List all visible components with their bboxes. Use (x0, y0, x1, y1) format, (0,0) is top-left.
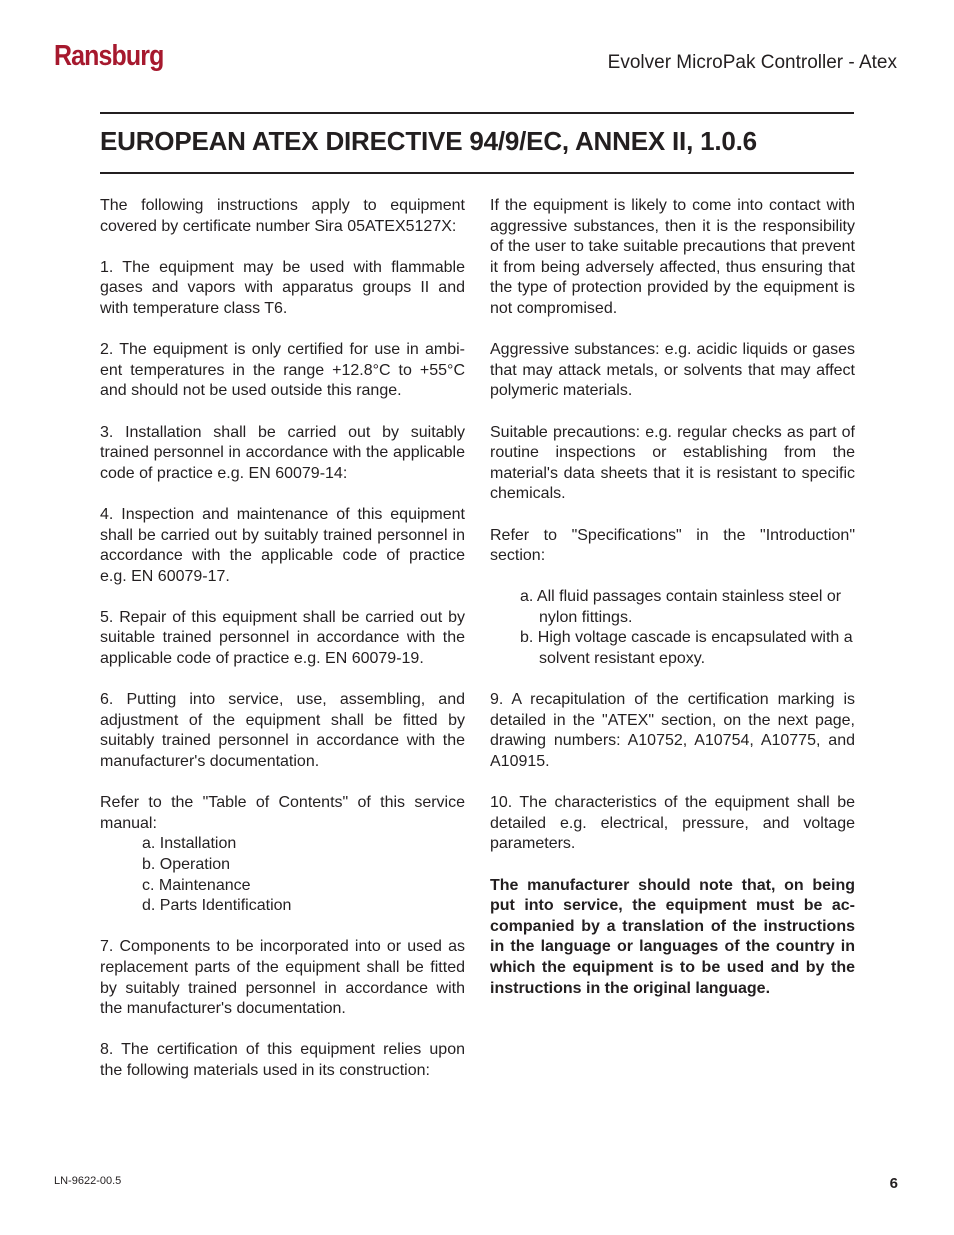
aggressive-intro-paragraph: If the equipment is likely to come into contact with aggressive substances, then it is the responsibility of the user to take suitable precautions that prevent it from being adversely affected, thus ensuring that the type of protection provided by the equipment is not compromised. (490, 197, 855, 317)
instruction-4: 4. Inspection and maintenance of this equipment shall be carried out by suitably trained personnel in accordance with the applicable code of practice e.g. EN 60079-17. (100, 505, 465, 585)
document-code: LN-9622-00.5 (54, 1175, 122, 1187)
instruction-1: 1. The equipment may be used with flammable gases and vapors with apparatus groups II and with temperature class T6. (100, 258, 465, 317)
list-item: a. All fluid passages contain stainless steel or nylon fittings. (520, 588, 842, 626)
spec-list (490, 587, 855, 669)
refer-spec-paragraph: Refer to "Specifications" in the "Introduction" section: (490, 526, 855, 565)
list-item: d. Parts Identification (142, 897, 292, 915)
instruction-3: 3. Installation shall be carried out by suitably trained personnel in accordance with the applicable code of practice e.g. EN 60079-14: (100, 423, 465, 482)
precautions-paragraph: Suitable precautions: e.g. regular checks as part of routine inspections or establishing from the material's data sheets that it is resistant to specific chemicals. (490, 423, 855, 503)
instruction-5: 5. Repair of this equipment shall be carried out by suitable trained personnel in accordance with the applicable code of practice e.g. EN 60079-19. (100, 608, 465, 668)
ransburg-logo: Ransburg (54, 40, 164, 72)
list-item: b. High voltage cascade is encapsulated with a solvent resistant epoxy. (520, 629, 853, 668)
list-item: a. Installation (142, 835, 237, 853)
intro-paragraph: The following instructions apply to equipment covered by certificate number Sira 05ATEX5127X: (100, 197, 465, 235)
instruction-2: 2. The equipment is only certified for use in ambi-ent temperatures in the range +12.8°C to +55°C and should not be used outside this range. (100, 341, 465, 400)
header-title: Evolver MicroPak Controller - Atex (607, 52, 897, 73)
instruction-8: 8. The certification of this equipment relies upon the following materials used in its construction: (100, 1041, 465, 1079)
page-number: 6 (889, 1175, 898, 1192)
left-column (100, 196, 465, 1102)
refer-toc-paragraph: Refer to the "Table of Contents" of this service manual: (100, 794, 465, 832)
right-column (490, 196, 855, 1020)
list-item: b. Operation (142, 856, 231, 873)
instruction-7: 7. Components to be incorporated into or used as replacement parts of the equipment shall be fitted by suitably trained personnel in accordance with the manufacturer's documentation. (100, 938, 465, 1018)
title-rule-top (100, 112, 854, 114)
aggressive-definition: Aggressive substances: e.g. acidic liquids or gases that may attack metals, or solvents that may affect polymeric materials. (490, 341, 855, 400)
title-rule-bottom (100, 172, 854, 174)
page-title: EUROPEAN ATEX DIRECTIVE 94/9/EC, ANNEX II, 1.0.6 (100, 126, 757, 156)
toc-list (100, 834, 465, 916)
instruction-10: 10. The characteristics of the equipment shall be detailed e.g. electrical, pressure, and voltage parameters. (490, 794, 855, 853)
instruction-9: 9. A recapitulation of the certification marking is detailed in the "ATEX" section, on the next page, drawing numbers: A10752, A10754, A10775, and A10915. (490, 691, 855, 771)
instruction-6: 6. Putting into service, use, assembling, and adjustment of the equipment shall be fitted by suitably trained personnel in accordance with the manufacturer's documentation. (100, 691, 465, 771)
manufacturer-note: The manufacturer should note that, on being put into service, the equipment must be ac-companied by a translation of the instructions in the language or languages of the country in which the equipment is to be used and by the instructions in the original language. (490, 876, 855, 997)
list-item: c. Maintenance (142, 876, 251, 894)
